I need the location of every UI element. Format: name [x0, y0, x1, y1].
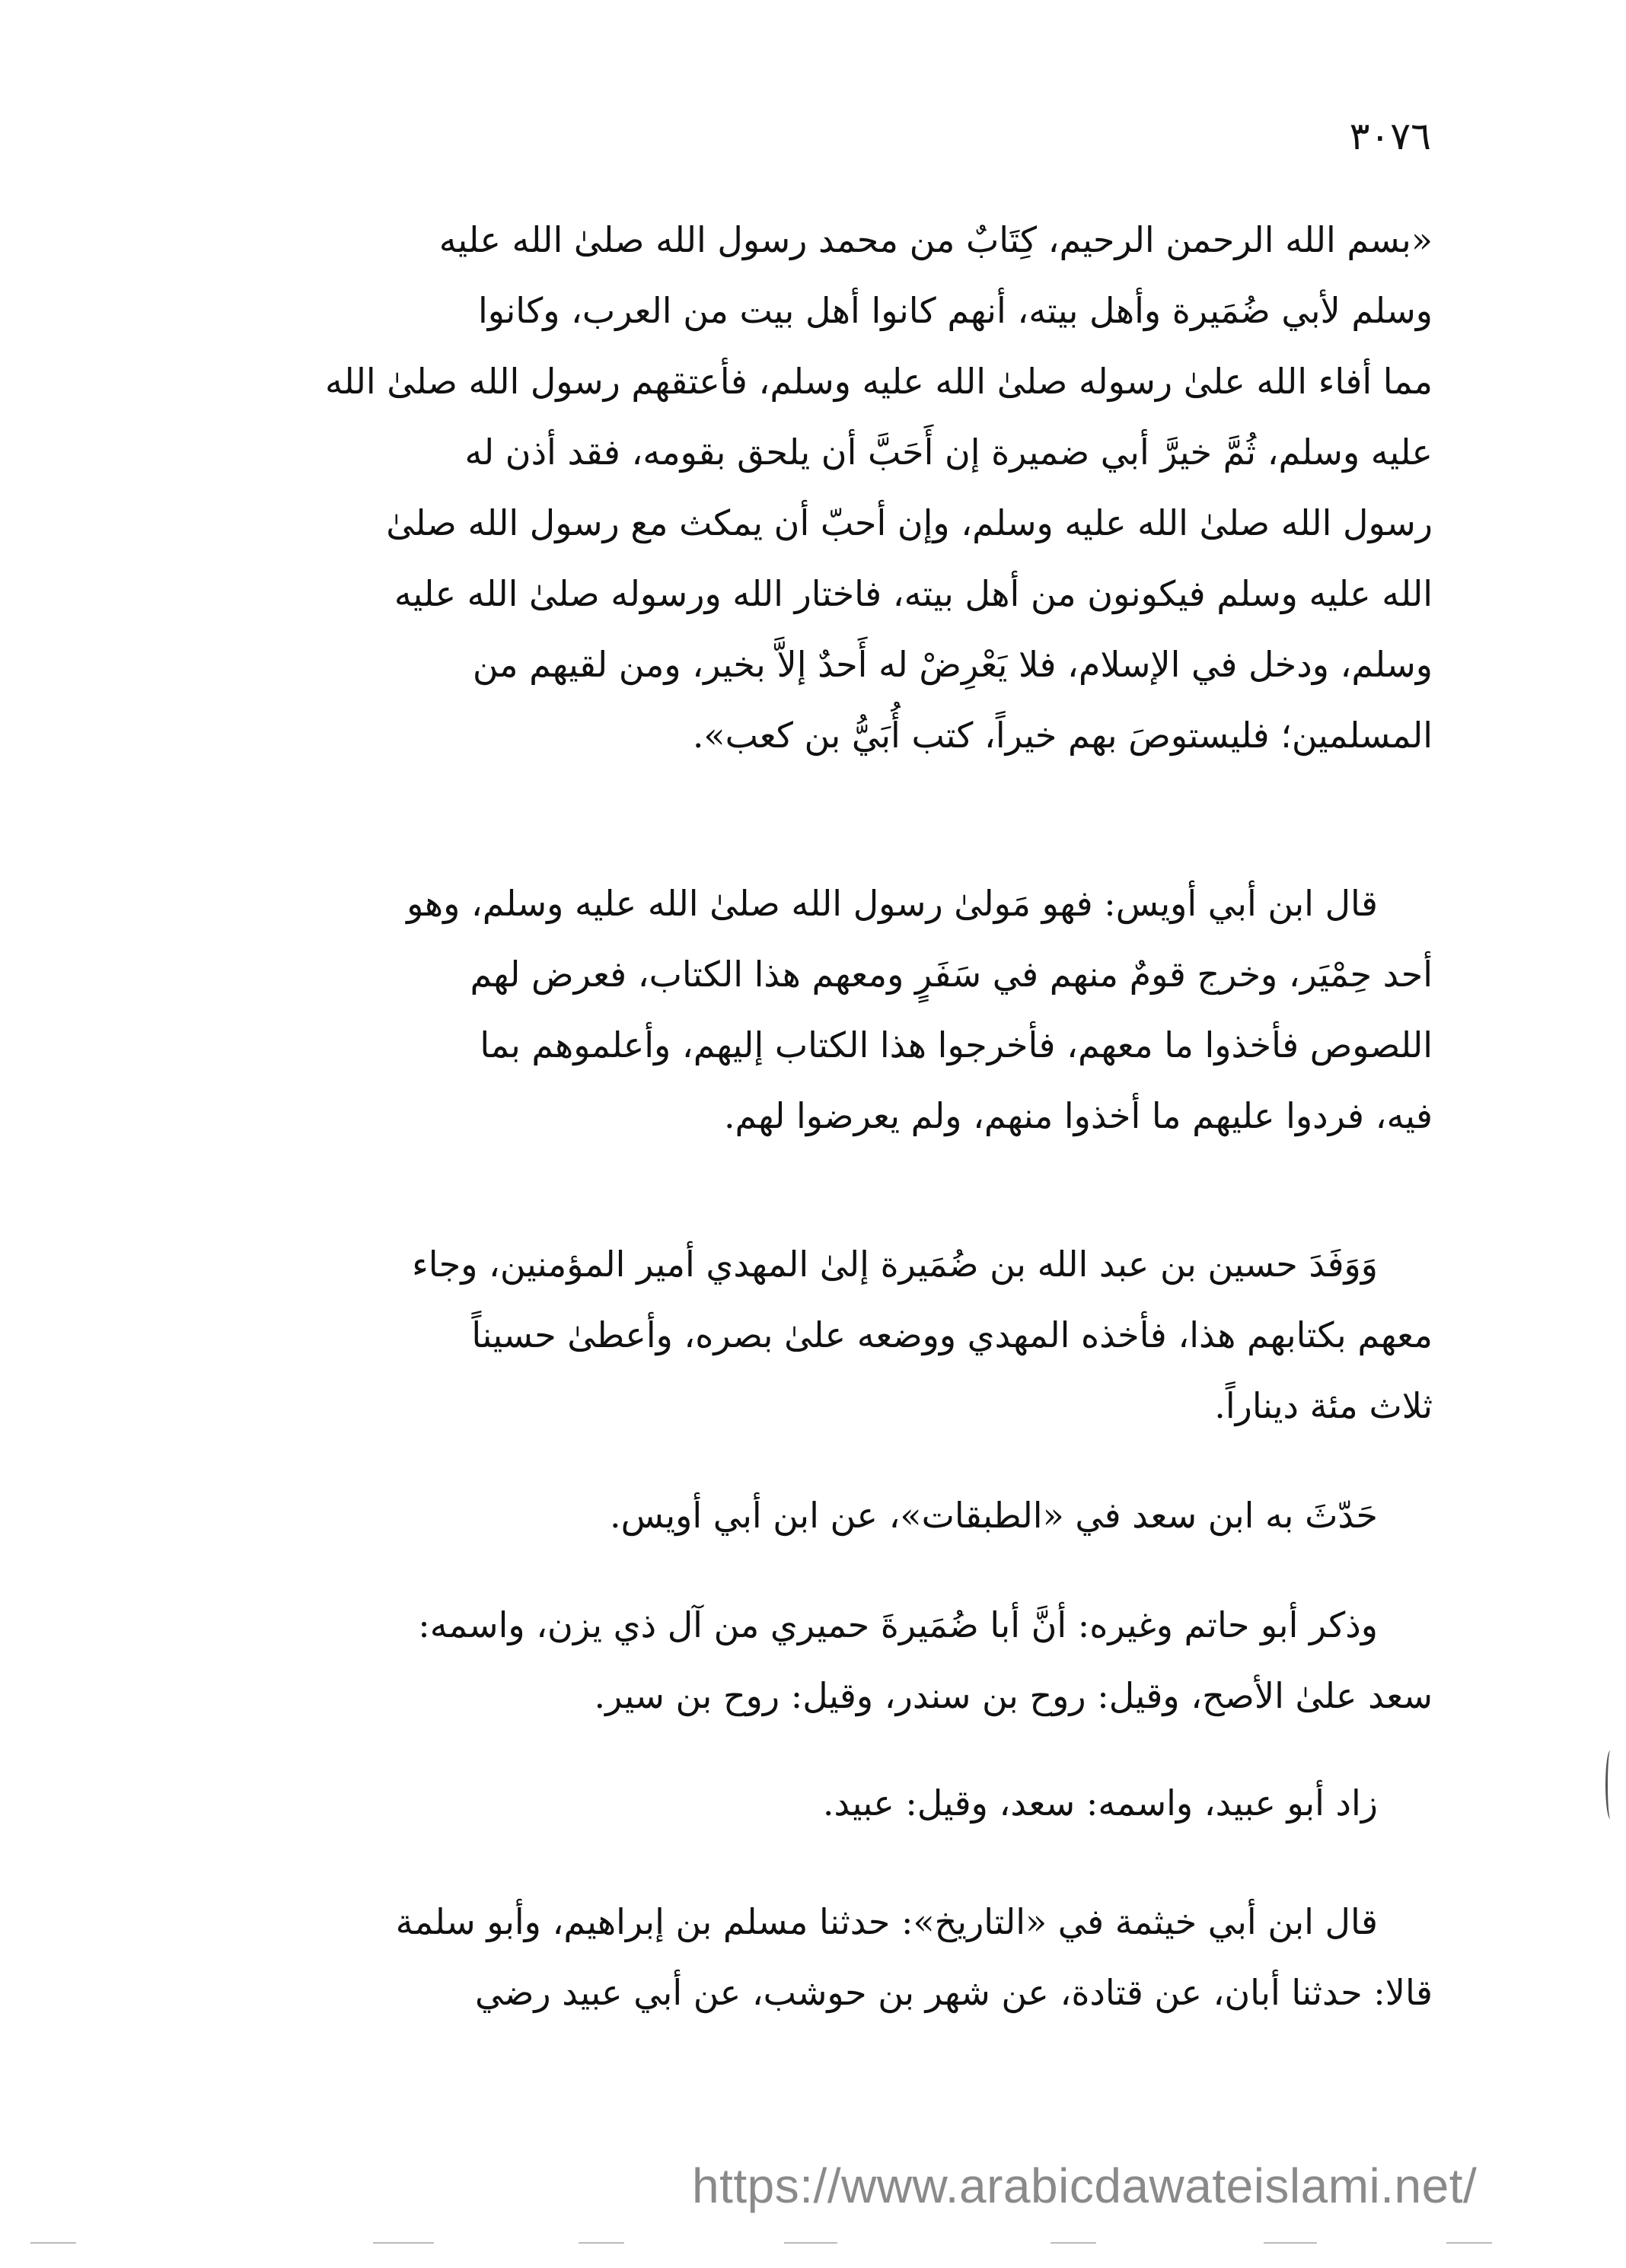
- text-line: المسلمين؛ فليستوصَ بهم خيراً، كتب أُبَيُّ بن كعب».: [692, 715, 1433, 756]
- text-line: حَدّثَ به ابن سعد في «الطبقات»، عن ابن أبي أويس.: [610, 1495, 1378, 1536]
- text-line: عليه وسلم، ثُمَّ خيرَّ أبي ضميرة إن أَحَبَّ أن يلحق بقومه، فقد أذن له: [464, 432, 1433, 473]
- paragraph-ibn-saad: [218, 1495, 1433, 1569]
- text-line: مما أفاء الله علىٰ رسوله صلىٰ الله عليه وسلم، فأعتقهم رسول الله صلىٰ الله: [325, 361, 1433, 402]
- paragraph-abu-hatim: [218, 1604, 1433, 1749]
- text-line: أحد حِمْيَر، وخرج قومٌ منهم في سَفَرٍ ومعهم هذا الكتاب، فعرض لهم: [470, 954, 1433, 995]
- paragraph-ibn-abi-uways: [218, 883, 1433, 1169]
- text-line: وَوَفَدَ حسين بن عبد الله بن ضُمَيرة إلىٰ المهدي أمير المؤمنين، وجاء: [412, 1244, 1378, 1285]
- text-line: قال ابن أبي أويس: فهو مَولىٰ رسول الله صلىٰ الله عليه وسلم، وهو: [406, 883, 1378, 924]
- paragraph-letter: [218, 219, 1433, 788]
- text-line: اللصوص فأخذوا ما معهم، فأخرجوا هذا الكتاب إليهم، وأعلموهم بما: [480, 1024, 1433, 1066]
- text-line: ثلاث مئة ديناراً.: [1214, 1385, 1433, 1426]
- text-line: وسلم لأبي ضُمَيرة وأهل بيته، أنهم كانوا أهل بيت من العرب، وكانوا: [477, 290, 1433, 331]
- watermark-url[interactable]: https://www.arabicdawateislami.net/: [692, 2158, 1478, 2213]
- page-number: ٣٠٧٦: [1349, 114, 1431, 158]
- text-line: وسلم، ودخل في الإسلام، فلا يَعْرِضْ له أَحدٌ إلاَّ بخير، ومن لقيهم من: [472, 644, 1433, 685]
- footer-scan-marks: [0, 2242, 1626, 2247]
- text-line: قالا: حدثنا أبان، عن قتادة، عن شهر بن حوشب، عن أبي عبيد رضي: [474, 1972, 1433, 2013]
- text-line: «بسم الله الرحمن الرحيم، كِتَابٌ من محمد رسول الله صلىٰ الله عليه: [438, 219, 1433, 260]
- margin-mark: [1605, 1750, 1615, 1819]
- text-line: رسول الله صلىٰ الله عليه وسلم، وإن أحبّ أن يمكث مع رسول الله صلىٰ: [386, 502, 1433, 543]
- text-line: وذكر أبو حاتم وغيره: أنَّ أبا ضُمَيرةَ حميري من آل ذي يزن، واسمه:: [418, 1604, 1378, 1645]
- paragraph-ibn-abi-khaythama: [218, 1901, 1433, 2046]
- text-line: قال ابن أبي خيثمة في «التاريخ»: حدثنا مسلم بن إبراهيم، وأبو سلمة: [395, 1901, 1378, 1942]
- paragraph-abu-ubaid: [218, 1782, 1433, 1856]
- text-line: الله عليه وسلم فيكونون من أهل بيته، فاختار الله ورسوله صلىٰ الله عليه: [394, 573, 1433, 614]
- text-line: معهم بكتابهم هذا، فأخذه المهدي ووضعه علىٰ بصره، وأعطىٰ حسيناً: [471, 1314, 1433, 1355]
- paragraph-delegation: [218, 1244, 1433, 1459]
- text-line: فيه، فردوا عليهم ما أخذوا منهم، ولم يعرضوا لهم.: [723, 1095, 1433, 1136]
- text-line: زاد أبو عبيد، واسمه: سعد، وقيل: عبيد.: [822, 1782, 1378, 1824]
- text-line: سعد علىٰ الأصح، وقيل: روح بن سندر، وقيل: روح بن سير.: [594, 1675, 1433, 1716]
